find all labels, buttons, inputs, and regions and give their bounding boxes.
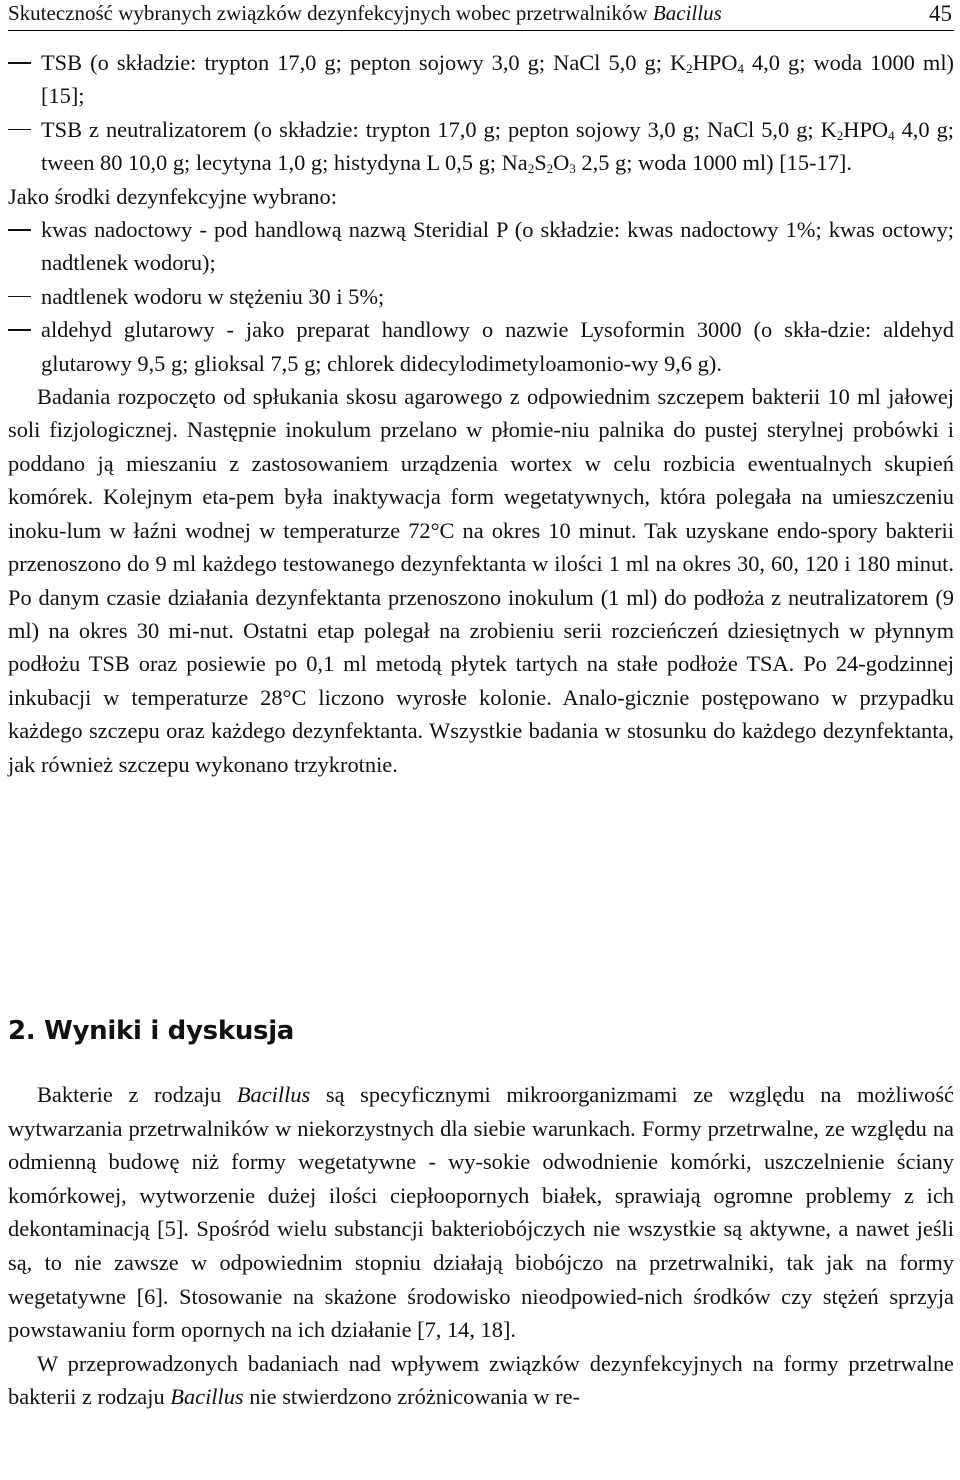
dash-bullet-icon [8,129,31,131]
results-paragraph: W przeprowadzonych badaniach nad wpływem związków dezynfekcyjnych na formy przetrwalne bakterii z rodzaju Bacillus nie stwierdzono zróżnicowania w re- [8,1350,954,1410]
results-section [8,1078,954,1414]
medium-item-tsb-neutralizer: TSB z neutralizatorem (o składzie: trypton 17,0 g; pepton sojowy 3,0 g; NaCl 5,0 g; $K_2HPO_4$ 4,0 g; tween 80 10,0 g; lecytyna 1,0 g; histydyna L 0,5 g; $Na_2S_2O_3$ 2,5 g; woda 1000 ml) [15-17]. [8,113,954,180]
disinfectant-item: nadtlenek wodoru w stężeniu 30 i 5%; [8,280,954,313]
section-heading: 2. Wyniki i dyskusja [8,1016,295,1046]
methods-paragraph: Badania rozpoczęto od spłukania skosu agarowego z odpowiednim szczepem bakterii 10 ml jałowej soli fizjologicznej. Następnie inokulum przelano w płomie-niu palnika do pustej sterylnej probówki i poddano ją mieszaniu z zastosowaniem urządzenia wortex w celu rozbicia ewentualnych skupień komórek. Kolejnym eta-pem była inaktywacja form wegetatywnych, która polegała na umieszczeniu inoku-lum w łaźni wodnej w temperaturze 72°C na okres 10 minut. Tak uzyskane endo-spory bakterii przenoszono do 9 ml każdego testowanego dezynfektanta w ilości 1 ml na okres 30, 60, 120 i 180 minut. Po danym czasie działania dezynfektanta przenoszono inokulum (1 ml) do podłoża z neutralizatorem (9 ml) na okres 30 mi-nut. Ostatni etap polegał na zrobieniu serii rozcieńczeń dziesiętnych w płynnym podłożu TSB oraz posiewie po 0,1 ml metodą płytek tartych na stałe podłoże TSA. Po 24-godzinnej inkubacji w temperaturze 28°C liczono wyrosłe kolonie. Analo-gicznie postępowano w przypadku każdego szczepu oraz każdego dezynfektanta. Wszystkie badania w stosunku do każdego dezynfektanta, jak również szczepu wykonano trzykrotnie. [8,384,954,777]
methods-section [8,46,954,781]
genus-name: Bacillus [170,1384,244,1410]
dash-bullet-icon [8,329,31,331]
dash-bullet-icon [8,296,31,298]
medium-item-tsb: TSB (o składzie: trypton 17,0 g; pepton sojowy 3,0 g; NaCl 5,0 g; $K_2HPO_4$ 4,0 g; woda 1000 ml) [15]; [8,46,954,113]
running-title: Skuteczność wybranych związków dezynfekcyjnych wobec przetrwalników Bacillus [8,1,722,25]
disinfectants-intro: Jako środki dezynfekcyjne wybrano: [8,183,337,209]
genus-name: Bacillus [236,1082,311,1107]
results-paragraph: Bakterie z rodzaju Bacillus są specyficznymi mikroorganizmami ze względu na możliwość wytwarzania przetrwalników w niekorzystnych dla siebie warunkach. Formy przetrwalne, ze względu na odmienną budowę niż formy wegetatywne - wy-sokie odwodnienie komórki, uszczelnienie ściany komórkowej, wytworzenie dużej ilości ciepłoopornych białek, sprawiają ogromne problemy z ich dekontaminacją [5]. Spośród wielu substancji bakteriobójczych nie wszystkie są aktywne, a nawet jeśli są, to nie zawsze w odpowiednim stopniu działają biobójczo na przetrwalniki, tak jak na formy wegetatywne [6]. Stosowanie na skażone środowisko nieodpowied-nich środków czy stężeń sprzyja powstawaniu form opornych na ich działanie [7, 14, 18]. [8,1082,954,1343]
page-number: 45 [929,1,952,26]
genus-name: Bacillus [652,1,722,25]
disinfectant-item: kwas nadoctowy - pod handlową nazwą Steridial P (o składzie: kwas nadoctowy 1%; kwas octowy; nadtlenek wodoru); [8,213,954,280]
dash-bullet-icon [8,62,31,64]
dash-bullet-icon [8,229,31,231]
disinfectant-item: aldehyd glutarowy - jako preparat handlowy o nazwie Lysoformin 3000 (o skła-dzie: aldehyd glutarowy 9,5 g; glioksal 7,5 g; chlorek didecylodimetyloamonio-wy 9,6 g). [8,313,954,380]
running-header [8,0,954,31]
